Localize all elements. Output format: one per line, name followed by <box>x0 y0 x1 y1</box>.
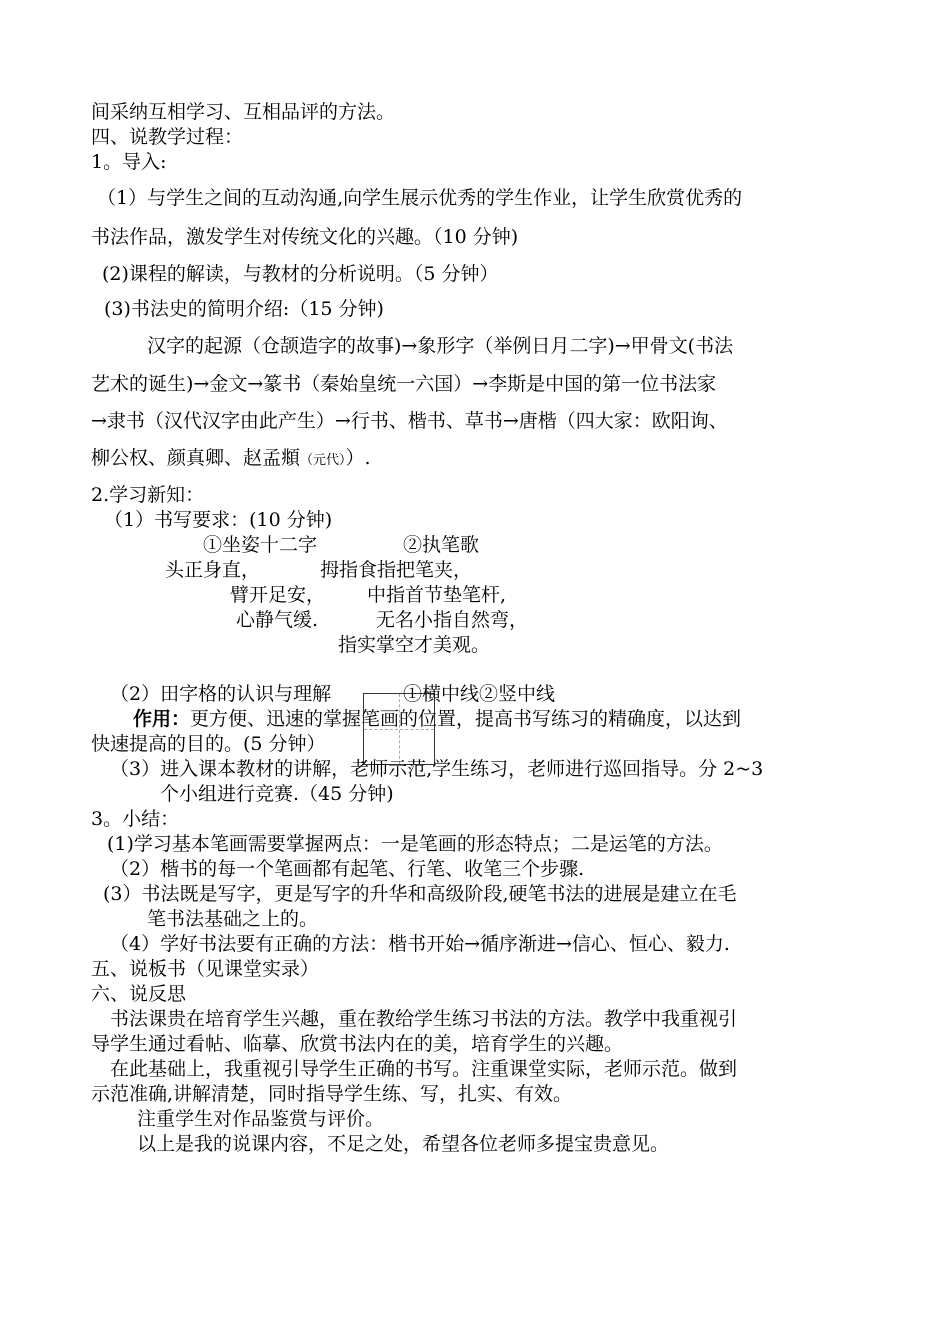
step-1-item-2: (2)课程的解读，与教材的分析说明。（5 分钟） <box>102 263 499 285</box>
poem-2-line-2: 中指首节垫笔杆, <box>367 584 507 606</box>
step-1-item-3: (3)书法史的简明介绍:（15 分钟) <box>104 298 384 320</box>
reflect-2-line-1: 在此基础上，我重视引导学生正确的书写。注重课堂实际，老师示范。做到 <box>110 1058 738 1080</box>
history-line-3: →隶书（汉代汉字由此产生）→行书、楷书、草书→唐楷（四大家：欧阳询、 <box>91 410 728 432</box>
history-line-1: 汉字的起源（仓颉造字的故事)→象形字（举例日月二字)→甲骨文(书法 <box>147 335 734 357</box>
history-line-2: 艺术的诞生)→金文→篆书（秦始皇统一六国）→李斯是中国的第一位书法家 <box>91 373 717 395</box>
step-1-heading: 1。导入: <box>91 151 167 173</box>
summary-4: （4）学好书法要有正确的方法：楷书开始→循序渐进→信心、恒心、毅力. <box>110 933 730 955</box>
history-line-4 <box>91 446 371 473</box>
history-line-4-end: ）. <box>345 447 371 469</box>
history-line-4-main: 柳公权、颜真卿、赵孟頫 <box>91 447 301 469</box>
intro-tail-text: 间采纳互相学习、互相品评的方法。 <box>91 101 396 123</box>
section-6-heading: 六、说反思 <box>91 983 187 1005</box>
reflect-1-line-2: 导学生通过看帖、临摹、欣赏书法内在的美，培育学生的兴趣。 <box>91 1033 624 1055</box>
poem-1-line-1: 头正身直， <box>165 559 261 581</box>
use-line-2: 快速提高的目的。(5 分钟） <box>91 733 326 755</box>
section-5-heading: 五、说板书（见课堂实录） <box>91 958 320 980</box>
poem-2-line-1: 拇指食指把笔夹， <box>320 559 473 581</box>
step-2-item-2-midlines: ①横中线②竖中线 <box>403 683 556 705</box>
poem-2-title: ②执笔歌 <box>403 534 480 556</box>
summary-1: (1)学习基本笔画需要掌握两点：一是笔画的形态特点；二是运笔的方法。 <box>107 833 723 855</box>
use-line-1 <box>133 707 741 731</box>
poem-1-line-2: 臂开足安， <box>230 584 326 606</box>
reflect-2-line-2: 示范准确,讲解清楚，同时指导学生练、写，扎实、有效。 <box>91 1083 573 1105</box>
poem-2-line-3: 无名小指自然弯， <box>376 609 529 631</box>
step-2-item-2: （2）田字格的认识与理解 <box>110 683 332 705</box>
step-3-heading: 3。小结： <box>91 808 180 830</box>
step-2-item-3-line-2: 个小组进行竞赛.（45 分钟) <box>160 783 394 805</box>
step-2-item-1: （1）书写要求：(10 分钟) <box>104 509 333 531</box>
summary-2: （2）楷书的每一个笔画都有起笔、行笔、收笔三个步骤. <box>110 858 585 880</box>
step-2-heading: 2.学习新知： <box>91 484 205 506</box>
step-1-item-1-line-1: （1）与学生之间的互动沟通,向学生展示优秀的学生作业，让学生欣赏优秀的 <box>97 187 743 209</box>
summary-3-line-1: (3）书法既是写字，更是写字的升华和高级阶段,硬笔书法的进展是建立在毛 <box>103 883 737 905</box>
use-label: 作用： <box>133 708 191 730</box>
section-4-heading: 四、说教学过程： <box>91 126 244 148</box>
poem-1-line-3: 心静气缓. <box>236 609 319 631</box>
reflect-3: 注重学生对作品鉴赏与评价。 <box>137 1108 385 1130</box>
reflect-1-line-1: 书法课贵在培育学生兴趣，重在教给学生练习书法的方法。教学中我重视引 <box>110 1008 738 1030</box>
history-line-4-era: （元代） <box>300 453 346 468</box>
poem-2-line-4: 指实掌空才美观。 <box>338 634 491 656</box>
poem-1-title: ①坐姿十二字 <box>203 534 318 556</box>
step-1-item-1-line-2: 书法作品，激发学生对传统文化的兴趣。（10 分钟) <box>91 226 519 248</box>
step-2-item-3-line-1: （3）进入课本教材的讲解，老师示范,学生练习，老师进行巡回指导。分 2~3 <box>110 758 764 780</box>
closing-remark: 以上是我的说课内容，不足之处，希望各位老师多提宝贵意见。 <box>137 1133 670 1155</box>
use-line-1-text: 更方便、迅速的掌握笔画的位置，提高书写练习的精确度，以达到 <box>190 708 742 730</box>
summary-3-line-2: 笔书法基础之上的。 <box>147 908 319 930</box>
